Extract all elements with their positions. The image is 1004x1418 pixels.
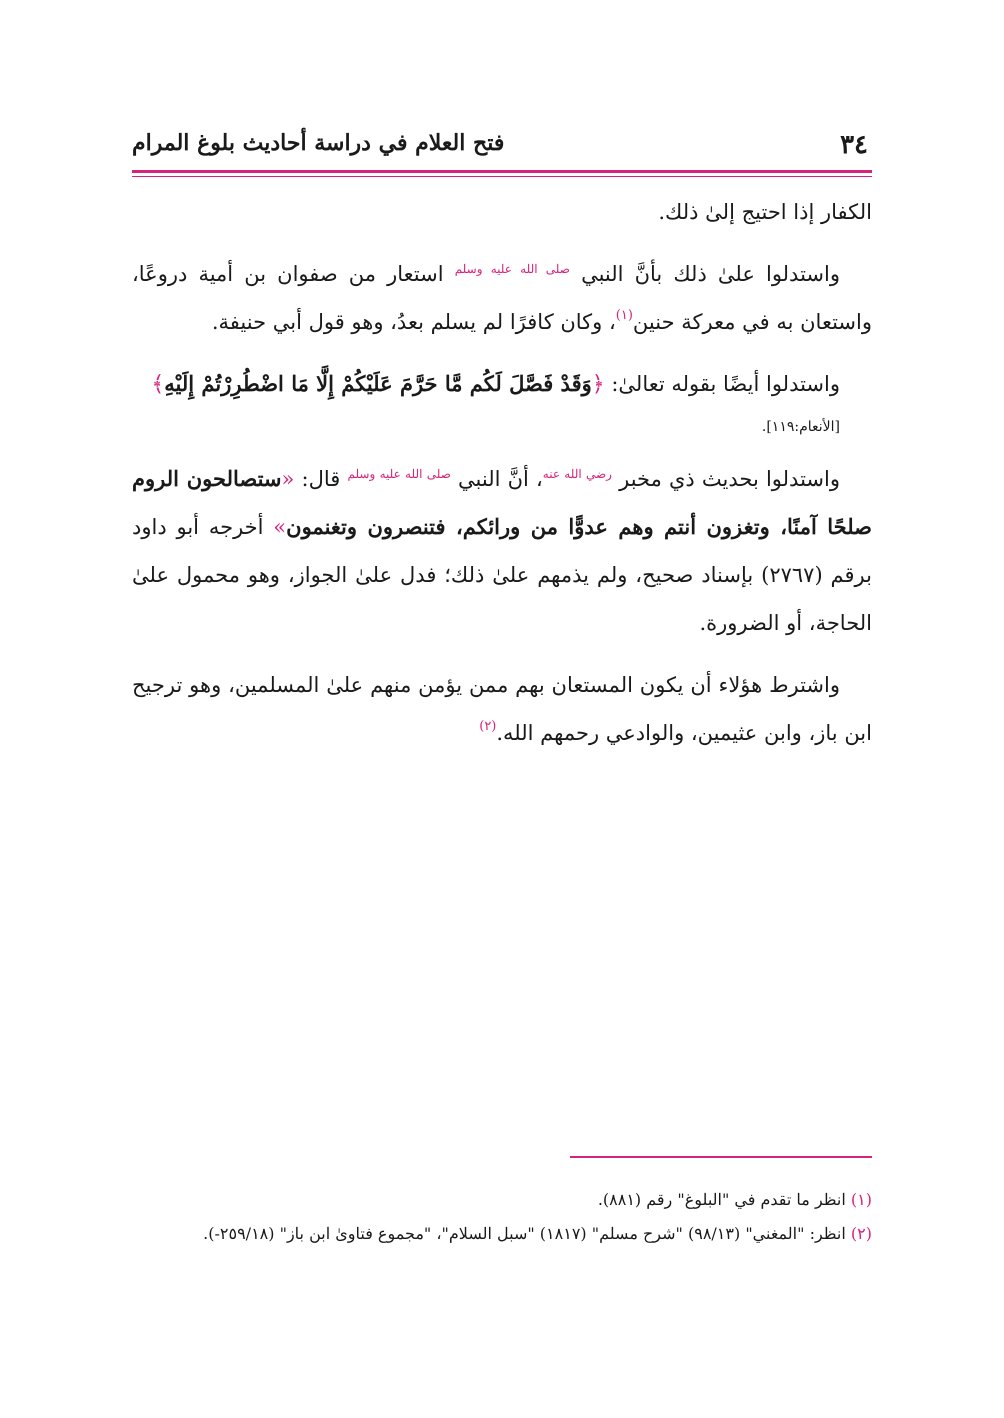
companion-honorific: رضي الله عنه (542, 467, 612, 481)
quran-verse: وَقَدْ فَصَّلَ لَكُم مَّا حَرَّمَ عَلَيْكُمْ إِلَّا مَا اضْطُرِرْتُمْ إِلَيْهِ (164, 371, 592, 396)
footnote-2-text: انظر: "المغني" (٩٨/١٣) "شرح مسلم" (١٨١٧) "سبل السلام"، "مجموع فتاوىٰ ابن باز" (٢٥٩/١٨-). (203, 1224, 846, 1243)
page-header (132, 128, 872, 168)
salawat-honorific: صلى الله عليه وسلم (454, 262, 570, 276)
paragraph-3 (132, 360, 872, 441)
footnote-1-text: انظر ما تقدم في "البلوغ" رقم (٨٨١). (597, 1190, 846, 1209)
quran-open-bracket: ﴿ (591, 372, 605, 397)
footnote-rule (570, 1156, 872, 1158)
hadith-text: ستصالحون الروم صلحًا آمنًا، وتغزون أنتم وهم عدوًّا من ورائكم، فتنصرون وتغنمون (132, 466, 872, 539)
quran-close-bracket: ﴾ (151, 372, 165, 397)
paragraph-5 (132, 661, 872, 757)
paragraph-4-text-c: قال: (301, 467, 341, 491)
paragraph-2 (132, 250, 872, 346)
paragraph-4-text-d: أخرجه أبو داود برقم (٢٧٦٧) بإسناد صحيح، ولم يذمهم علىٰ ذلك؛ فدل علىٰ الجواز، وهو محمول علىٰ الحاجة، أو الضرورة. (132, 515, 872, 635)
paragraph-5-text: واشترط هؤلاء أن يكون المستعان بهم ممن يؤمن منهم علىٰ المسلمين، وهو ترجيح ابن باز، وابن عثيمين، والوادعي رحمهم الله. (132, 673, 872, 745)
body-text (132, 188, 872, 771)
quote-close: » (273, 515, 287, 539)
quote-open: « (281, 467, 295, 491)
footnotes (132, 1186, 872, 1254)
paragraph-4-text-a: واستدلوا بحديث ذي مخبر (619, 467, 840, 491)
paragraph-4 (132, 455, 872, 647)
paragraph-2-text-a: واستدلوا علىٰ ذلك بأنَّ النبي (581, 262, 840, 286)
footnote-ref-2[interactable]: (٢) (479, 719, 497, 734)
paragraph-2-text-c: ، وكان كافرًا لم يسلم بعدُ، وهو قول أبي حنيفة. (211, 310, 616, 334)
footnote-2 (132, 1220, 872, 1248)
footnote-2-number: (٢) (850, 1224, 872, 1243)
paragraph-2-text-b: استعار من صفوان بن أمية دروعًا، واستعان به في معركة حنين (132, 262, 872, 334)
footnote-ref-1[interactable]: (١) (615, 308, 633, 323)
header-rule-thick (132, 170, 872, 173)
footnote-1-number: (١) (850, 1190, 872, 1209)
paragraph-1 (132, 188, 872, 236)
book-title: فتح العلام في دراسة أحاديث بلوغ المرام (132, 130, 505, 156)
page-number: ٣٤ (840, 130, 868, 160)
quran-citation: [الأنعام:١١٩]. (761, 419, 840, 435)
footnote-1 (132, 1186, 872, 1214)
paragraph-1-text: الكفار إذا احتيج إلىٰ ذلك. (658, 200, 872, 224)
salawat-honorific: صلى الله عليه وسلم (347, 467, 451, 481)
header-rule-thin (132, 176, 872, 177)
paragraph-3-text-a: واستدلوا أيضًا بقوله تعالىٰ: (611, 372, 840, 396)
paragraph-4-text-b: ، أنَّ النبي (458, 467, 543, 491)
